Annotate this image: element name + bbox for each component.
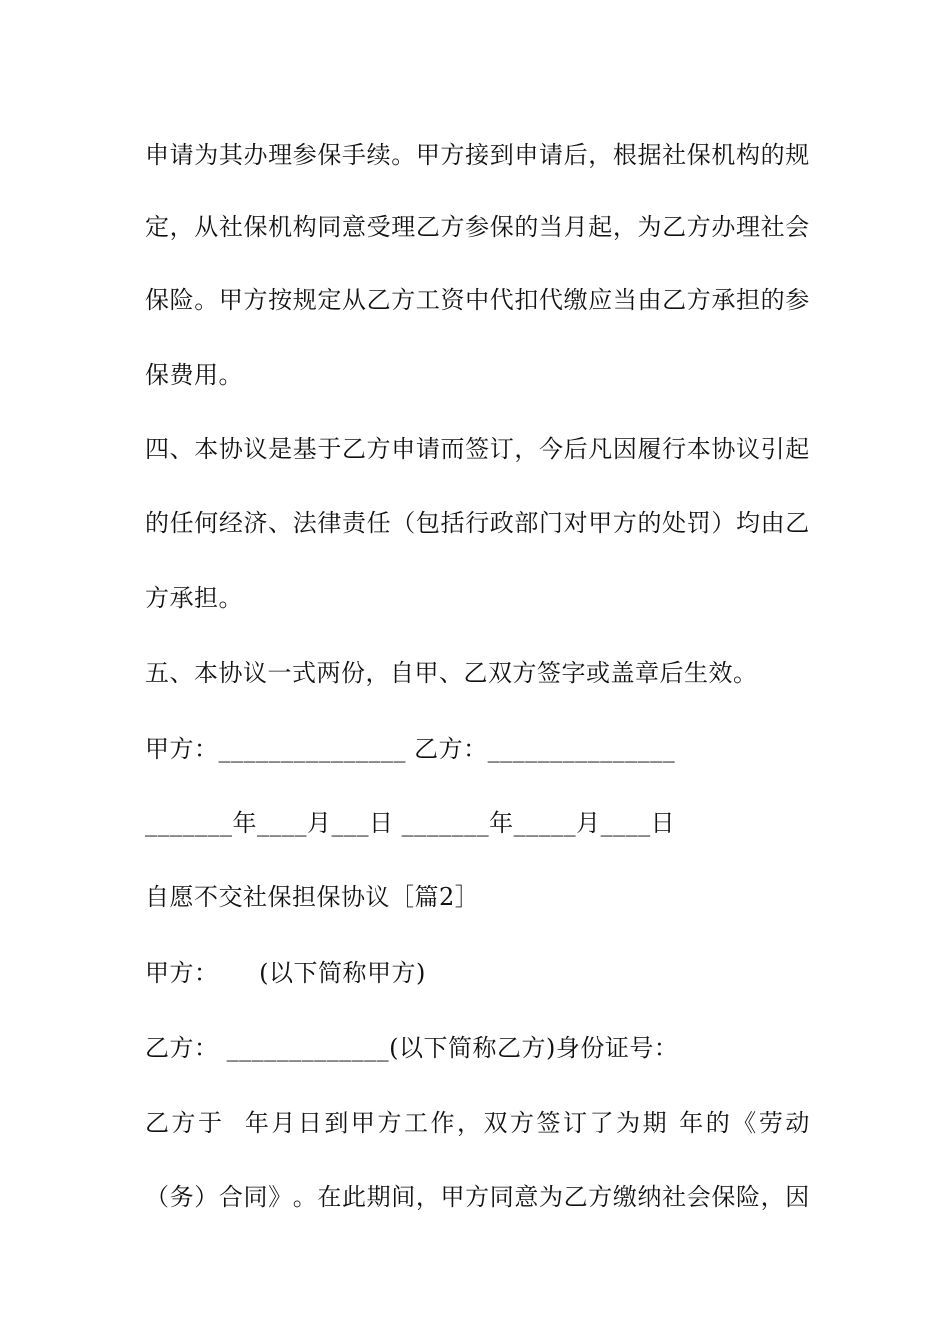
clause-four-line-2: 的 任 何 经 济 、 法 律 责 任 （ 包 括 行 政 部 门 对 甲 方 的 处 罚 ） 均 由 乙 bbox=[145, 509, 810, 537]
body-line-6: （ 务 ） 合 同 》 。 在 此 期 间 ， 甲 方 同 意 为 乙 方 缴 纳 社 会 保 险 ， 因 bbox=[145, 1183, 810, 1211]
body-line-4: 保费用。 bbox=[145, 361, 243, 389]
party-a-line: 甲方： (以下简称甲方) bbox=[145, 959, 426, 987]
section-title: 自愿不交社保担保协议［篇2］ bbox=[145, 883, 480, 911]
body-line-3: 保 险 。 甲 方 按 规 定 从 乙 方 工 资 中 代 扣 代 缴 应 当 由 乙 方 承 担 的 参 bbox=[145, 286, 810, 314]
date-line: _______年____月___日 _______年_____月____日 bbox=[145, 809, 676, 837]
body-line-2: 定 ， 从 社 保 机 构 同 意 受 理 乙 方 参 保 的 当 月 起 ， 为 乙 方 办 理 社 会 bbox=[145, 213, 810, 241]
clause-four-line-1: 四 、 本 协 议 是 基 于 乙 方 申 请 而 签 订 ， 今 后 凡 因 履 行 本 协 议 引 起 bbox=[145, 435, 810, 463]
clause-four-line-3: 方承担。 bbox=[145, 584, 243, 612]
signature-line: 甲方：_______________ 乙方：_______________ bbox=[145, 735, 676, 763]
body-line-5: 乙 方 于 年 月 日 到 甲 方 工 作 ， 双 方 签 订 了 为 期 年 的 《 劳 动 bbox=[145, 1109, 810, 1137]
body-line-1: 申 请 为 其 办 理 参 保 手 续 。 甲 方 接 到 申 请 后 ， 根 据 社 保 机 构 的 规 bbox=[145, 141, 810, 169]
clause-five-line: 五、本协议一式两份，自甲、乙双方签字或盖章后生效。 bbox=[145, 659, 758, 687]
party-b-line: 乙方： _____________(以下简称乙方)身份证号： bbox=[145, 1034, 679, 1062]
